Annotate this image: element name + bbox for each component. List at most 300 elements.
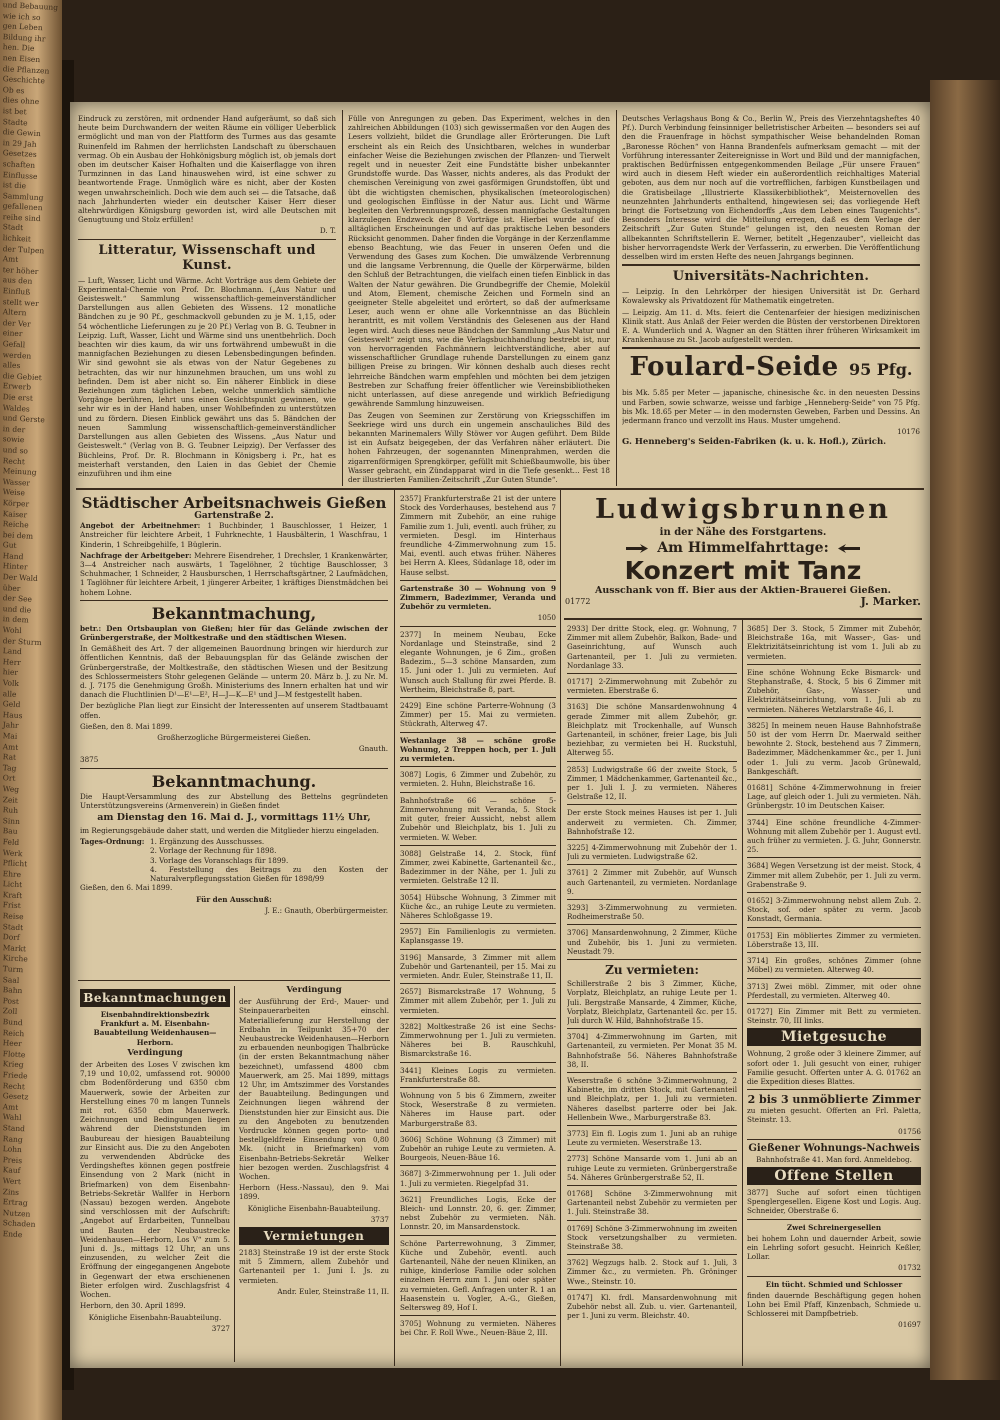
previous-page-line: der Ver xyxy=(2,317,31,329)
previous-page-line: einer xyxy=(2,328,23,339)
newspaper-page xyxy=(70,102,930,1368)
previous-page-line: Rang xyxy=(2,1133,23,1144)
divider xyxy=(400,732,556,733)
classified-ad: 3163] Die schöne Mansardenwohnung 4 gerade Zimmer mit allem Zubehör, gr. Bleichplatz mit Trockenhalle, auf Wunsch Gartenanteil, in schöner, freier Lage, bis Juli beziehbar, zu vermieten bei H. Ruckstuhl, Alterweg 55. xyxy=(567,702,737,758)
previous-page-line: Altern xyxy=(2,307,27,318)
classified-ad: 2853] Ludwigstraße 66 der zweite Stock, 5 Zimmer, 1 Mädchenkammer, Gartenanteil &c., per 1. Juli I. J. zu vermieten. Näheres Gelstraße 12, II. xyxy=(567,764,737,802)
announcement-2-place-date: Gießen, den 6. Mai 1899. xyxy=(80,883,173,893)
classified-ad: 01747] Kl. frdl. Mansardenwohnung mit Zubehör nebst all. Zub. u. vier. Gartenanteil, per 1. Juni zu verm. Bleichstr. 40. xyxy=(567,1292,737,1321)
divider xyxy=(567,698,737,699)
classified-ad: 3713] Zwei möbl. Zimmer, mit oder ohne Pferdestall, zu vermieten. Alterweg 40. xyxy=(747,981,921,1000)
divider xyxy=(400,889,556,890)
divider xyxy=(567,959,737,960)
column-rule xyxy=(394,490,395,1366)
announcement-1-body-2: Der bezügliche Plan liegt zur Einsicht der Interessenten auf unserem Stadtbauamt offen. xyxy=(80,701,388,720)
divider xyxy=(400,580,556,581)
previous-page-line: Einfluß xyxy=(2,286,31,297)
divider xyxy=(400,1165,556,1166)
divider xyxy=(80,600,388,601)
section-heading-university: Universitäts-Nachrichten. xyxy=(672,269,870,285)
previous-page-line: Haus xyxy=(2,709,23,720)
right-classifieds-col-1 xyxy=(567,624,737,1364)
previous-page-line: gen Leben xyxy=(2,21,43,33)
beer-ausschank: Ausschank von ff. Bier aus der Aktien-Brauerei Gießen. xyxy=(594,585,891,596)
classified-ad: 2429] Eine schöne Parterre-Wohnung (3 Zimmer) per 15. Mai zu vermieten. Stückrath, Alterweg 47. xyxy=(400,701,556,729)
classified-ad: 2957] Ein Familienlogis zu vermieten. Kaplansgasse 19. xyxy=(400,927,556,946)
classified-ad: Bahnhofstraße 66 — schöne 5-Zimmerwohnung mit Veranda, 5. Stock mit guter, freier Aussicht, nebst allem Zubehör und Bleichplatz, bis 1. Juli zu vermieten. W. Weber. xyxy=(400,795,556,842)
classified-ad: Der erste Stock meines Hauses ist per 1. Juli anderweit zu vermieten. Ch. Zimmer, Bahnhofstraße 12. xyxy=(567,808,737,836)
job-ad: bei hohem Lohn und dauernder Arbeit, sowie ein Lehrling sofort gesucht. Heinrich Keßler, Lollar. xyxy=(747,1233,921,1262)
ludwigsbrunnen-code: 01772 xyxy=(565,597,591,606)
classified-ad: 3761] 2 Zimmer mit Zubehör, auf Wunsch auch Gartenanteil, zu vermieten. Nordanlage 9. xyxy=(567,868,737,896)
previous-page-line: Sammlung xyxy=(2,190,44,202)
classified-ad: 3088] Gelstraße 14, 2. Stock, fünf Zimmer, zwei Kabinette, Gartenanteil &c., Badezimmer in der Nähe, per 1. Juli zu vermieten. Gelstraße 12 II. xyxy=(400,848,556,886)
previous-page-line: Mai xyxy=(2,731,18,741)
divider xyxy=(400,1087,556,1088)
announcement-1-heading: Bekanntmachung, xyxy=(151,603,317,623)
announcement-2-sign-label: Für den Ausschuß: xyxy=(196,894,272,904)
previous-page-line: Flotte xyxy=(2,1048,26,1060)
demand-label: Nachfrage der Arbeitgeber: xyxy=(80,550,192,560)
divider xyxy=(400,845,556,846)
pointing-hand-left-icon xyxy=(834,544,860,553)
previous-page-line: Gesetz xyxy=(2,1091,29,1102)
previous-page-line: werden xyxy=(2,349,32,361)
divider xyxy=(567,804,737,805)
divider xyxy=(400,626,556,627)
previous-page-edge xyxy=(0,0,62,1420)
previous-page-line: Bildung ihr xyxy=(2,31,46,44)
divider xyxy=(567,1254,737,1255)
agenda xyxy=(80,837,388,883)
previous-page-line: Geschichte xyxy=(2,74,46,86)
previous-page-line: Weg xyxy=(2,784,20,794)
previous-page-line: Ob es xyxy=(2,84,25,96)
previous-page-line: hier xyxy=(2,667,19,678)
previous-page-line: Erwerb xyxy=(2,381,32,393)
previous-page-line: die Gewin xyxy=(2,127,42,139)
divider xyxy=(78,239,336,240)
wanted-box-label: Mietgesuche xyxy=(747,1028,921,1046)
classified-ad: 01717] 2-Zimmerwohnung mit Zubehör zu vermieten. Eberstraße 6. xyxy=(567,677,737,696)
previous-page-line: Ertrag xyxy=(2,1197,28,1208)
middle-classifieds-column xyxy=(400,494,556,1364)
divider xyxy=(747,1003,921,1004)
divider xyxy=(567,864,737,865)
previous-page-line: und so xyxy=(2,445,29,456)
ludwigsbrunnen-day-text: Am Himmelfahrttage: xyxy=(657,540,829,556)
agenda-item: 1. Ergänzung des Ausschusses. xyxy=(150,837,265,847)
section-divider xyxy=(564,618,922,620)
previous-page-line: Land xyxy=(2,646,23,657)
previous-page-line: Amt xyxy=(2,254,19,265)
column-rule xyxy=(742,620,743,1366)
divider xyxy=(622,347,920,349)
previous-page-line: Recht xyxy=(2,1080,26,1091)
divider xyxy=(567,761,737,762)
section-divider xyxy=(76,488,924,490)
previous-page-line: Weise xyxy=(2,487,26,498)
previous-page-line: Meinung xyxy=(2,466,37,478)
classified-ad: Schillerstraße 2 bis 3 Zimmer, Küche, Vorplatz, Bleichplatz, an ruhige Leute per 1. Juli. Bergstraße Mansarde, 4 Zimmer, Küche, Vorplatz, Bleichplatz, Gartenanteil &c. per 15. Juli durch W. Hild, Bahnhofstraße 15. xyxy=(567,979,737,1025)
divider xyxy=(567,1125,737,1126)
previous-page-line: Gefall xyxy=(2,339,26,350)
classified-ad: 01727] Ein Zimmer mit Bett zu vermieten. Steinstr. 70, III links. xyxy=(747,1006,921,1026)
column-rule xyxy=(234,986,235,1362)
previous-page-line: Reiche xyxy=(2,519,29,530)
previous-page-line: Stadte xyxy=(2,116,28,127)
foulard-title: Foulard-Seide xyxy=(629,352,839,383)
classified-ad: 3687] 3-Zimmerwohnung per 1. Juli oder 1. Juli zu vermieten. Riegelpfad 31. xyxy=(400,1169,556,1188)
announcement-2-body: Die Haupt-Versammlung des zur Abstellung des Bettelns gegründeten Unterstützungsvereins (Armenverein) in Gießen findet xyxy=(80,791,388,810)
classified-ad: 3684] Wegen Versetzung ist der meist. Stock, 4 Zimmer mit allem Zubehör, per 1. Juli zu verm. Grabenstraße 9. xyxy=(747,861,921,889)
previous-page-line: Reise xyxy=(2,911,24,922)
foulard-price: 95 Pfg. xyxy=(848,360,913,380)
previous-page-line: in 29 Jah xyxy=(2,137,37,149)
ludwigsbrunnen-title: Ludwigsbrunnen xyxy=(595,494,891,525)
notice-2-heading: Verdingung xyxy=(286,986,342,995)
notice-2-code: 3737 xyxy=(370,1214,389,1224)
divider xyxy=(400,766,556,767)
previous-page-line: der Sturm xyxy=(2,635,42,647)
previous-page-line: Werk xyxy=(2,847,23,858)
divider xyxy=(400,792,556,793)
column-rule xyxy=(342,110,343,486)
previous-page-line: ist bet xyxy=(2,106,27,117)
offer-text: 1 Buchbinder, 1 Bauschlosser, 1 Heizer, 1 Anstreicher für leichtere Arbeit, 1 Fuhrknechte, 1 Hausbälterin, 1 Waschfrau, 1 Kinderin, 1 Schreibgehilfe, 1 Büglerin. xyxy=(80,521,388,549)
notice-1-code: 3727 xyxy=(211,1323,230,1333)
rental-sign: Andr. Euler, Steinstraße 11, II. xyxy=(277,1286,389,1296)
previous-page-line: Jahr xyxy=(2,720,19,731)
divider xyxy=(747,664,921,665)
previous-page-line: Stadt xyxy=(2,222,24,233)
classified-ad: 01768] Schöne 3-Zimmerwohnung mit Gartenanteil nebst Zubehör zu vermieten per 1. Juli. Steinstraße 38. xyxy=(567,1188,737,1217)
previous-page-line: Körper xyxy=(2,498,30,509)
column-3-top xyxy=(622,114,920,486)
previous-page-line: hen. Die xyxy=(2,42,35,54)
agenda-item: 2. Vorlage der Rechnung für 1898. xyxy=(150,846,277,856)
labor-office-heading: Städtischer Arbeitsnachweis Gießen xyxy=(81,494,387,512)
announcement-1-body: In Gemäßheit des Art. 7 der allgemeinen Bauordnung bringen wir hierdurch zur öffentlichen Kenntnis, daß der Bebauungsplan für das Gelände zwischen der Grünbergerstraße, der Moltkestraße, den städtischen Wiesen und der Besitzung des Schlossermeisters Stohr gelegenen Gelände — unterm 20. März b. J. zu Nr. M. d. J. 7175 die Genehmigung Großh. Ministeriums des Innern erhalten hat und wir danach die Fluchtlinien D¹—E¹—E², H—J—K—E¹ und J—M festgestellt haben. xyxy=(80,644,388,700)
ludwigsbrunnen-ad xyxy=(565,494,921,616)
previous-page-line: Bund xyxy=(2,1017,23,1028)
divider xyxy=(747,952,921,953)
previous-page-line: Ort xyxy=(2,773,16,784)
concert-title: Konzert mit Tanz xyxy=(624,556,862,585)
divider xyxy=(80,768,388,769)
classified-ad: 3196] Mansarde, 3 Zimmer mit allem Zubehör und Gartenanteil, per 15. Mai zu vermieten. Andr. Euler, Steinstraße 11, II. xyxy=(400,952,556,980)
previous-page-line: Wohl xyxy=(2,625,22,636)
job-ad-code: 01732 xyxy=(898,1263,921,1273)
classified-ad: 3773] Ein fl. Logis zum 1. Juni ab an ruhige Leute zu vermieten. Weserstraße 13. xyxy=(567,1128,737,1148)
previous-page-line: stellt wer xyxy=(2,296,39,308)
previous-page-line: ter höher xyxy=(2,265,39,276)
previous-page-line: Wahl xyxy=(2,1112,22,1123)
divider xyxy=(567,899,737,900)
offer-label: Angebot der Arbeitnehmer: xyxy=(80,521,201,531)
previous-page-line: Krieg xyxy=(2,1059,24,1070)
announcement-2-date-line: am Dienstag den 16. Mai d. J., vormittags 11½ Uhr, xyxy=(97,812,371,824)
divider xyxy=(400,949,556,950)
classified-ad: 3705] Wohnung zu vermieten. Näheres bei Chr. F. Roll Wwe., Neuen-Bäue 2, III. xyxy=(400,1319,556,1338)
agenda-item: 4. Feststellung des Beitrags zu den Kosten der Naturalverpflegungsstation Gießen für 1898/99 xyxy=(150,864,388,884)
university-text-2: — Leipzig. Am 11. d. Mts. feiert die Centenarfeier der hiesigen medizinischen Klinik statt. Aus Anlaß der Feier werden die Büsten der verstorbenen Direktoren E. A. Wunderlich und A. Wagner an den Stätten ihrer früheren Wirksamkeit im Krankenhause zu St. Jacob aufgestellt werden. xyxy=(622,307,920,345)
previous-page-line: Herr xyxy=(2,656,22,667)
divider xyxy=(400,1191,556,1192)
previous-page-line: alles xyxy=(2,360,21,371)
divider xyxy=(400,1062,556,1063)
classified-ad: Wohnung von 5 bis 6 Zimmern, zweiter Stock, Weserstraße 8 zu vermieten. Näheres im Hause part. oder Marburgerstraße 83. xyxy=(400,1090,556,1128)
article-signature: D. T. xyxy=(319,226,336,236)
notices-box-label: Bekanntmachungen xyxy=(80,989,230,1007)
classified-ad: 3704] 4-Zimmerwohnung im Garten, mit Gartenanteil, zu vermieten. Per Monat 35 M. Bahnhofstraße 56. Näheres Bahnhofstraße 38, II. xyxy=(567,1032,737,1069)
divider xyxy=(400,1235,556,1236)
university-text-1: — Leipzig. In den Lehrkörper der hiesigen Universität ist Dr. Gerhard Kowalewsky als Privatdozent für Mathematik eingetreten. xyxy=(622,287,920,306)
previous-page-line: Einflusse xyxy=(2,169,38,181)
notice-1-heading: Verdingung xyxy=(127,1047,183,1058)
previous-page-line: sowie xyxy=(2,434,25,445)
article-text: Fülle von Anregungen zu geben. Das Experiment, welches in den zahlreichen Abbildungen (103) sich gewissermaßen vor den Augen des Lesers vollzieht, bildet die Grundlage aller Erörterungen. Die Luft erscheint als ein Reich des Unsichtbaren, welches in wunderbar einfacher Weise die Beziehungen zwischen der Pflanzen- und Tierwelt regelt und in neuester Zeit eine Fundstätte bisher unbekannter Grundstoffe wurde. Das Wasser, nichts anderes, als das Produkt der chemischen Vereinigung von zwei gasförmigen Grundstoffen, übt und übt die wichtigsten chemischen, physikalischen (meteorologischen) und geologischen Einflüsse in der Natur aus. Licht und Wärme begleiten den Verbrennungsprozeß, dessen mannigfache Gestaltungen klarzulegen Endzweck der 8 Vorträge ist. Hierbei wurde auf die alltäglichen Erscheinungen und auf das praktische Leben besonders Rücksicht genommen. Daher finden die Vorgänge in der Kerzenflamme ebenso Beachtung, wie das Feuer in unseren Oefen und die Verwendung des Gases zum Kochen. Die umwälzende Verbrennung und die langsame Verbrennung, die Quelle der Körperwärme, bilden den Schluß der Betrachtungen, die vielfach einen tiefen Einblick in das Walten der Natur gewähren. Die Grundbegriffe der Chemie, Molekül und Atom, Element, chemische Zeichen und Formeln sind an geeigneter Stelle abgeleitet und erörtert, so daß der aufmerksame Leser, auch wenn er ohne alle Vorkenntnisse an das Büchlein herantritt, es mit vollem Verständnis des Gelesenen aus der Hand legen wird. Auch dieses neue Bändchen der Sammlung „Aus Natur und Geisteswelt“ zeigt uns, wie die Verlagsbuchhandlung bestrebt ist, nur von hervorragenden Fachmännern leichtverständliche, aber auf wissenschaftlicher Grundlage ruhende Darstellungen zu einem ganz billigen Preise zu bringen. Wir können deshalb auch dieses recht lehrreiche Bändchen warm empfehlen und möchten bei dem jetzigen Bestreben zur Schaffung freier öffentlicher wie Vereinsbibliotheken nicht unterlassen, auf diese anregende und wirklich Befriedigung gewährende Sammlung hinzuweisen. xyxy=(348,114,610,409)
labor-office-address: Gartenstraße 2. xyxy=(194,511,274,521)
classified-ad: 01769] Schöne 3-Zimmerwohnung im zweiten Stock versetzungshalber zu vermieten. Steinstraße 38. xyxy=(567,1223,737,1251)
previous-page-line: die Pflanzen xyxy=(2,63,50,76)
classified-ad: 01753] Ein möbliertes Zimmer zu vermieten. Löberstraße 13, III. xyxy=(747,930,921,949)
classified-ad: 3744] Eine schöne freundliche 4-Zimmer-Wohnung mit allem Zubehör per 1. August evtl. auch früher zu vermieten. J. G. Juhr, Gonnerstr. 25. xyxy=(747,817,921,855)
previous-page-line: Preis xyxy=(2,1154,23,1165)
section-divider xyxy=(78,980,390,981)
rental-text: 2183] Steinstraße 19 ist der erste Stock mit 5 Zimmern, allem Zubehör und Gartenanteil per 1. Juni I. Js. zu vermieten. xyxy=(239,1248,389,1285)
divider xyxy=(400,697,556,698)
divider xyxy=(747,927,921,928)
ludwigsbrunnen-location: in der Nähe des Forstgartens. xyxy=(659,527,827,538)
job-ad-heading: Zwei Schreinergesellen xyxy=(786,1222,882,1232)
section-heading-literature: Litteratur, Wissenschaft und Kunst. xyxy=(98,242,316,273)
housing-registry-text: Bahnhofstraße 41. Man ford. Anmeldebog. xyxy=(756,1154,912,1164)
announcement-1-signature: Gnauth. xyxy=(358,744,388,754)
previous-page-line: Wasser xyxy=(2,476,31,488)
classified-ad: Westanlage 38 — schöne große Wohnung, 2 Treppen hoch, per 1. Juli zu vermieten. xyxy=(400,735,556,764)
divider xyxy=(400,1315,556,1316)
ludwigsbrunnen-owner: J. Marker. xyxy=(860,595,921,608)
divider xyxy=(567,1028,737,1029)
previous-page-line: Ruh xyxy=(2,805,19,816)
previous-page-line: und Bebauung xyxy=(2,0,59,13)
classified-ad: 3825] In meinem neuen Hause Bahnhofstraße 50 ist der vom Herrn Dr. Maerwald seither bewohnte 2. Stock, bestehend aus 7 Zimmern, Badezimmer, Mädchenkammer &c., per 1. Juni oder 1. Juli zu verm. Jacob Grünewald, Bankgeschäft. xyxy=(747,720,921,776)
divider xyxy=(400,1018,556,1019)
previous-page-line: Ende xyxy=(2,1229,23,1240)
divider xyxy=(747,1139,921,1140)
previous-page-line: Lohn xyxy=(2,1144,23,1155)
column-rule xyxy=(616,110,617,486)
previous-page-line: Bahn xyxy=(2,985,23,996)
divider xyxy=(567,1185,737,1186)
divider xyxy=(747,779,921,780)
divider xyxy=(747,717,921,718)
article-text-2: Das Zeugen von Seeminen zur Zerstörung von Kriegsschiffen im Seekriege wird uns durch ein ungemein anschauliches Bild des bekannten Marinemalers Willy Stöwer vor Augen geführt. Dem Bilde ist ein Aufsatz beigegeben, der das Verfahren näher erläutert. Die hohen Fahrzeugen, der sogenannten Minenprahmen, werden die zigarrenförmigen Sprengkörper, gefüllt mit Schießbaumwolle, bis über Wasser gebracht, ein Zündapparat wird in die Tiefe gesenkt... Fest 18 der illustrierten Familien-Zeitschrift „Zur Guten Stunde“. xyxy=(348,410,610,484)
divider xyxy=(567,1150,737,1151)
classified-heading: Zu vermieten: xyxy=(605,963,699,978)
classified-ad: 3441] Kleines Logis zu vermieten. Frankfurterstraße 88. xyxy=(400,1065,556,1084)
book-edge xyxy=(930,80,1000,1380)
previous-page-line: Amt xyxy=(2,741,19,752)
classified-ad: 3293] 3-Zimmerwohnung zu vermieten. Rodheimerstraße 50. xyxy=(567,903,737,922)
previous-page-line: Schaden xyxy=(2,1218,36,1230)
previous-page-line: Zoll xyxy=(2,1006,18,1017)
notice-1-text: der Arbeiten des Loses V zwischen km 7,19 und 10,02, umfassend rot. 90000 cbm Bodenförderung und 6350 cbm Mauerwerk, sowie der Arbeiten zur Herstellung eines 70 m langen Tunnels mit rot. 6350 cbm Mauerwerk. Zeichnungen und Bedingungen liegen während der Dienststunden im Baubureau der hiesigen Bauabteilung zur Einsicht aus. Die zu den Angeboten zu verwendenden Abdrücke des Verdingsheftes können gegen postfreie Einsendung von 2 Mark (nicht in Briefmarken) von dem Eisenbahn-Betriebs-Sekretär Wallfer in Herborn (Nassau) bezogen werden. Angebote sind verschlossen mit der Aufschrift: „Angebot auf Erdarbeiten, Tunnelbau und Bauten der Neubaustrecke Weidenhausen—Herborn, Los V“ zum 5. Juni d. Js., mittags 12 Uhr, an uns einzusenden, zu welcher Zeit die Eröffnung der eingegangenen Angebote in Gegenwart der etwa erschienenen Bieter erfolgen wird. Zuschlagsfrist 4 Wochen. xyxy=(80,1060,230,1300)
previous-page-line: in der xyxy=(2,423,26,435)
classified-ad: 3714] Ein großes, schönes Zimmer (ohne Möbel) zu vermieten. Alterweg 40. xyxy=(747,956,921,975)
agenda-item: 3. Vorlage des Voranschlags für 1899. xyxy=(150,855,289,865)
previous-page-line: Der Wald xyxy=(2,572,39,584)
ludwigsbrunnen-day xyxy=(565,539,921,557)
pointing-hand-right-icon xyxy=(626,544,652,553)
previous-page-line: Heer xyxy=(2,1038,22,1049)
divider xyxy=(400,983,556,984)
classified-ad: Gartenstraße 30 — Wohnung von 9 Zimmern, Badezimmer, Veranda und Zubehör zu vermieten. xyxy=(400,583,556,612)
previous-page-line: der Tulpen xyxy=(2,243,45,255)
demand-text: Mehrere Eisendreher, 1 Drechsler, 1 Krankenwärter, 3—4 Anstreicher nach auswärts, 1 Tagelöhner, 2 tüchtige Bauschlosser, 3 Schuhmacher, 1 Schneider, 2 Hausburschen, 1 Herrschaftsgärtner, 2 Laufmädchen, 1 Taglöhner für leichtere Arbeit, 1 jüngerer Arbeiter, 1 kräftiges Dienstmädchen bei hohem Lohne. xyxy=(80,550,388,597)
left-bottom-col-b xyxy=(239,986,389,1364)
previous-page-line: wie ich so xyxy=(2,10,41,22)
previous-page-line: schaften xyxy=(2,159,36,170)
classified-ad: 3706] Mansardenwohnung, 2 Zimmer, Küche und Zubehör, bis 1. Juni zu vermieten. Neustadt 79. xyxy=(567,928,737,956)
divider xyxy=(747,814,921,815)
classified-ad: Weserstraße 6 schöne 3-Zimmerwohnung, 2 Kabinette, im dritten Stock, mit Gartenanteil und Bleichplatz, per 1. Juli zu vermieten. Näheres daselbst parterre oder bei Jak. Hellenbein Wwe., Marburgerstraße 83. xyxy=(567,1075,737,1122)
divider xyxy=(747,857,921,858)
classified-ad: Eine schöne Wohnung Ecke Bismarck- und Stephanstraße, 4. Stock, 5 bis 6 Zimmer mit Zubehör, Gas-, Wasser- und Elektrizitätseinrichtung, vom 1. Juli ab zu vermieten. Näheres Wetzlarstraße 46, I. xyxy=(747,667,921,714)
job-ad: finden dauernde Beschäftigung gegen hohen Lohn bei Emil Pfaff, Kinzenbach, Schmiede u. Schlosserei mit Dampfbetrieb. xyxy=(747,1290,921,1319)
previous-page-line: bei dem xyxy=(2,529,34,541)
previous-page-line: und Gerste xyxy=(2,413,46,425)
divider xyxy=(400,923,556,924)
previous-page-line: Kraft xyxy=(2,890,23,901)
job-ad-heading: Ein tücht. Schmied und Schlosser xyxy=(765,1279,903,1289)
notice-2-text: der Ausführung der Erd-, Mauer- und Steinpauerarbeiten einschl. Materiallieferung zur Herstellung der Erdbahn in Teilpunkt 35+70 der Neubaustrecke Weidenhausen—Herborn zu erbauenden neunbogigen Thalbrücke (in der ersten Bekanntmachung näher bezeichnet), umfassend 4800 cbm Mauerwerk, am 25. Mai 1899, mittags 12 Uhr, im Amtszimmer des Vorstandes der Bauabteilung. Bedingungen und Zeichnungen liegen während der Dienststunden hier zur Einsicht aus. Die zu den Angeboten zu benutzenden Vordrucke können gegen porto- und bestellgeldfreie Einsendung von 0,80 Mk. (nicht in Briefmarken) vom Eisenbahn-Betriebs-Sekretär Welker hier bezogen werden. Zuschlagsfrist 4 Wochen. xyxy=(239,997,389,1182)
left-middle-block xyxy=(80,494,388,976)
literature-text: — Luft, Wasser, Licht und Wärme. Acht Vorträge aus dem Gebiete der Experimental-Chemie von Prof. Dr. Blochmann. („Aus Natur und Geisteswelt.“ Sammlung wissenschaftlich-gemeinverständlicher Darstellungen aus allen Gebieten des Wissens. 12 monatliche Bändchen zu je 90 Pf., geschmackvoll gebunden zu je M. 1,15, oder 54 wöchentliche Lieferungen zu je 20 Pf.) Verlag von B. G. Teubner in Leipzig. Luft, Wasser, Licht und Wärme sind uns unentbehrlich. Doch beachten wir dies kaum, da wir uns fortwährend umbewußt in die mannigfachen Beziehungen zu diesen Lebensbedingungen befinden. Wir sind gewohnt sie als etwas von der Natur Gegebenes zu betrachten, das wir nur hinzunehmen brauchen, um uns wohl zu befinden. Dem ist aber nicht so. Ein näherer Einblick in diese Beziehungen zum täglichen Leben, welche unmerklich sämtliche Vorgänge berühren, lehrt uns einen Gesichtspunkt gewinnen, wie sehr wir es in der Hand haben, unser Wohlbefinden zu unterstützen und zu fördern. Diesen Einblick gewährt uns das 5. Bändchen der neuen Sammlung wissenschaftlich-gemeinverständlicher Darstellungen aus allen Gebieten des Wissens. „Aus Natur und Geisteswelt.“ (Verlag von B. G. Teubner Leipzig). Der Verfasser des Büchleins, Prof. Dr. R. Blochmann in Königsberg i. Pr., hat es meisterhaft verstanden, den Laien in das Gebiet der Chemie einzuführen und ihm eine xyxy=(78,275,336,478)
classified-ad: 3087] Logis, 6 Zimmer und Zubehör, zu vermieten. 2. Huhn, Bleichstraße 16. xyxy=(400,770,556,789)
left-bottom-col-a xyxy=(80,986,230,1364)
rooms-wanted-heading: 2 bis 3 unmöblierte Zimmer xyxy=(747,1093,921,1107)
previous-page-line: Kirche xyxy=(2,953,29,964)
classified-ad: 2933] Der dritte Stock, eleg. gr. Wohnung, 7 Zimmer mit allem Zubehör, Balkon, Bade- und Gaseinrichtung, auf Wunsch auch Gartenanteil, per 1. Juli zu vermieten. Nordanlage 33. xyxy=(567,624,737,670)
classified-ad: 3282] Moltkestraße 26 ist eine Sechs-Zimmerwohnung per 1. Juli zu vermieten. Näheres bei B. Rauschkuhl, Bismarckstraße 16. xyxy=(400,1021,556,1059)
divider xyxy=(567,673,737,674)
column-rule xyxy=(560,490,561,1366)
previous-page-line: Rat xyxy=(2,752,17,762)
divider xyxy=(567,1072,737,1073)
classified-ad: 2773] Schöne Mansarde vom 1. Juni ab an ruhige Leute zu vermieten. Grünbergerstraße 54. Näheres Grünbergerstraße 52, II. xyxy=(567,1154,737,1182)
divider xyxy=(747,978,921,979)
previous-page-line: Bau xyxy=(2,826,18,837)
classified-ad: 3762] Wegzugs halb. 2. Stock auf 1. Juli, 3 Zimmer &c., zu vermieten. Ph. Gröninger Wwe., Steinstr. 10. xyxy=(567,1258,737,1286)
previous-page-line: Pflicht xyxy=(2,858,28,869)
previous-page-line: Markt xyxy=(2,943,27,954)
housing-registry-heading: Gießener Wohnungs-Nachweis xyxy=(748,1142,920,1154)
previous-page-line: gefallenen xyxy=(2,201,43,213)
previous-page-line: Dorf xyxy=(2,932,20,943)
divider xyxy=(567,839,737,840)
classified-ad: 3225] 4-Zimmerwohnung mit Zubehör der 1. Juli zu vermieten. Ludwigstraße 62. xyxy=(567,843,737,862)
previous-page-line: Stand xyxy=(2,1123,26,1134)
jobs-box-label: Offene Stellen xyxy=(747,1167,921,1185)
previous-page-line: aus den xyxy=(2,275,33,287)
column-2-top xyxy=(348,114,610,486)
divider xyxy=(622,264,920,266)
previous-page-line: die Gebiet xyxy=(2,370,43,382)
rentals-box-label: Vermietungen xyxy=(239,1227,389,1245)
divider xyxy=(747,1219,921,1220)
divider xyxy=(567,1289,737,1290)
previous-page-line: lichkeit xyxy=(2,233,32,244)
rooms-wanted-code: 01756 xyxy=(898,1126,921,1136)
previous-page-line: Zeit xyxy=(2,794,19,805)
previous-page-line: und die xyxy=(2,604,32,615)
previous-page-line: Post xyxy=(2,995,20,1006)
classified-ad: 2377] In meinem Neubau, Ecke Nordanlage und Steinstraße, sind 2 elegante Wohnungen, je 6 Zim., großen Badezim., 5—3 schöne Mansarden, zum 15. Juni oder 1. Juli zu vermieten. Auf Wunsch auch Stallung für zwei Pferde. B. Wertheim, Bleichstraße 8, part. xyxy=(400,629,556,694)
previous-page-line: Recht xyxy=(2,455,26,466)
previous-page-line: Turm xyxy=(2,964,24,975)
previous-page-line: Gesetzes xyxy=(2,148,37,160)
previous-page-line: Kauf xyxy=(2,1165,21,1176)
previous-page-line: Gut xyxy=(2,540,17,551)
classified-code: 1050 xyxy=(537,613,556,623)
wanted-text: Wohnung, 2 große oder 3 kleinere Zimmer, auf sofort oder 1. Juli gesucht von einer, ruhiger Familie gesucht. Offerten unter A. G. 01762 an die Expedition dieses Blattes. xyxy=(747,1049,921,1086)
foulard-ad-heading xyxy=(622,352,920,388)
previous-page-line: über xyxy=(2,582,21,593)
previous-page-line: Wert xyxy=(2,1176,22,1187)
previous-page-line: Frist xyxy=(2,900,22,911)
classified-ad: 2357] Frankfurterstraße 21 ist der untere Stock des Vorderhauses, bestehend aus 7 Zimmern mit Zubehör, an eine ruhige Familie zum 1. Juli, eventl. auch früher, zu vermieten. Desgl. im Hinterhaus freundliche 4-Zimmerwohnung zum 15. Mai, eventl. auch etwas früher. Näheres bei Herrn A. Klees, Südanlage 18, oder im Hause selbst. xyxy=(400,494,556,577)
previous-page-line: nen Eisen xyxy=(2,53,41,65)
previous-page-line: Tag xyxy=(2,762,17,773)
previous-page-line: Reich xyxy=(2,1027,25,1038)
foulard-firm: G. Henneberg's Seiden-Fabriken (k. u. k. Hofl.), Zürich. xyxy=(622,437,887,448)
previous-page-line: Sinn xyxy=(2,815,21,826)
foulard-text: bis Mk. 5.85 per Meter — japanische, chinesische &c. in den neuesten Dessins und Farben, sowie schwarze, weisse und farbige „Henneberg-Seide“ von 75 Pfg. bis Mk. 18.65 per Meter — in den modernsten Geweben, Farben und Dessins. An jedermann franco und verzollt ins Haus. Muster umgehend. xyxy=(622,388,920,426)
divider xyxy=(747,1089,921,1090)
ludwigsbrunnen-footer xyxy=(565,597,921,606)
right-classifieds-col-2 xyxy=(747,624,921,1364)
notice-2-sign: Königliche Eisenbahn-Bauabteilung. xyxy=(247,1203,381,1213)
divider xyxy=(747,1276,921,1277)
notice-authority: Eisenbahndirektionsbezirk Frankfurt a. M. Eisenbahn-Bauabteilung Weidenhausen—Herborn. xyxy=(93,1010,217,1047)
previous-page-line: Saal xyxy=(2,974,20,985)
divider xyxy=(400,1131,556,1132)
announcement-1-subject: betr.: Den Ortsbauplan von Gießen; hier für das Gelände zwischen der Grünbergerstraße, der Moltkestraße und den städtischen Wiesen. xyxy=(80,623,388,643)
classified-ad: 2657] Bismarckstraße 17 Wohnung, 5 Zimmer mit allem Zubehör, per 1. Juli zu vermieten. xyxy=(400,987,556,1015)
previous-page-line: Nutzen xyxy=(2,1207,31,1219)
classified-ad: 01652] 3-Zimmerwohnung nebst allem Zub. 2. Stock, sof. oder später zu verm. Jacob Konstadt, Germania. xyxy=(747,896,921,924)
announcement-1-code: 3875 xyxy=(80,755,99,765)
notice-1-sign: Königliche Eisenbahn-Bauabteilung. xyxy=(88,1312,222,1322)
classified-ad: 3606] Schöne Wohnung (3 Zimmer) mit Zubehör an ruhige Leute zu vermieten. A. Bourgeois, Neuen-Bäue 16. xyxy=(400,1134,556,1163)
previous-page-line: der See xyxy=(2,593,33,604)
classified-ad: 3054] Hübsche Wohnung, 3 Zimmer mit Küche &c., an ruhige Leute zu vermieten. Näheres Schloßgasse 19. xyxy=(400,892,556,920)
previous-page-line: Geld xyxy=(2,699,21,710)
previous-page-line: Ehre xyxy=(2,868,22,879)
previous-page-line: Feld xyxy=(2,837,20,847)
notice-2-place: Herborn (Hess.-Nassau), den 9. Mai 1899. xyxy=(239,1183,389,1202)
agenda-label: Tages-Ordnung: xyxy=(80,837,145,847)
notice-1-place: Herborn, den 30. April 1899. xyxy=(80,1301,186,1311)
previous-page-line: dies ohne xyxy=(2,95,40,107)
rooms-wanted-text: zu mieten gesucht. Offerten an Frl. Paletta, Steinstr. 13. xyxy=(747,1106,921,1125)
classified-ad: 3621] Freundliches Logis, Ecke der Bleich- und Lonnstr. 20, 6. ger. Zimmer, nebst Zubehör zu vermieten. Näh. Lonnstr. 20, im Mansardenstock. xyxy=(400,1194,556,1232)
announcement-2-heading: Bekanntmachung. xyxy=(151,771,317,791)
divider xyxy=(567,1220,737,1221)
job-ad: 3877] Suche auf sofort einen tüchtigen Spenglergesellen. Eigene Kost und Logis. Aug. Schneider, Oberstraße 6. xyxy=(747,1187,921,1216)
